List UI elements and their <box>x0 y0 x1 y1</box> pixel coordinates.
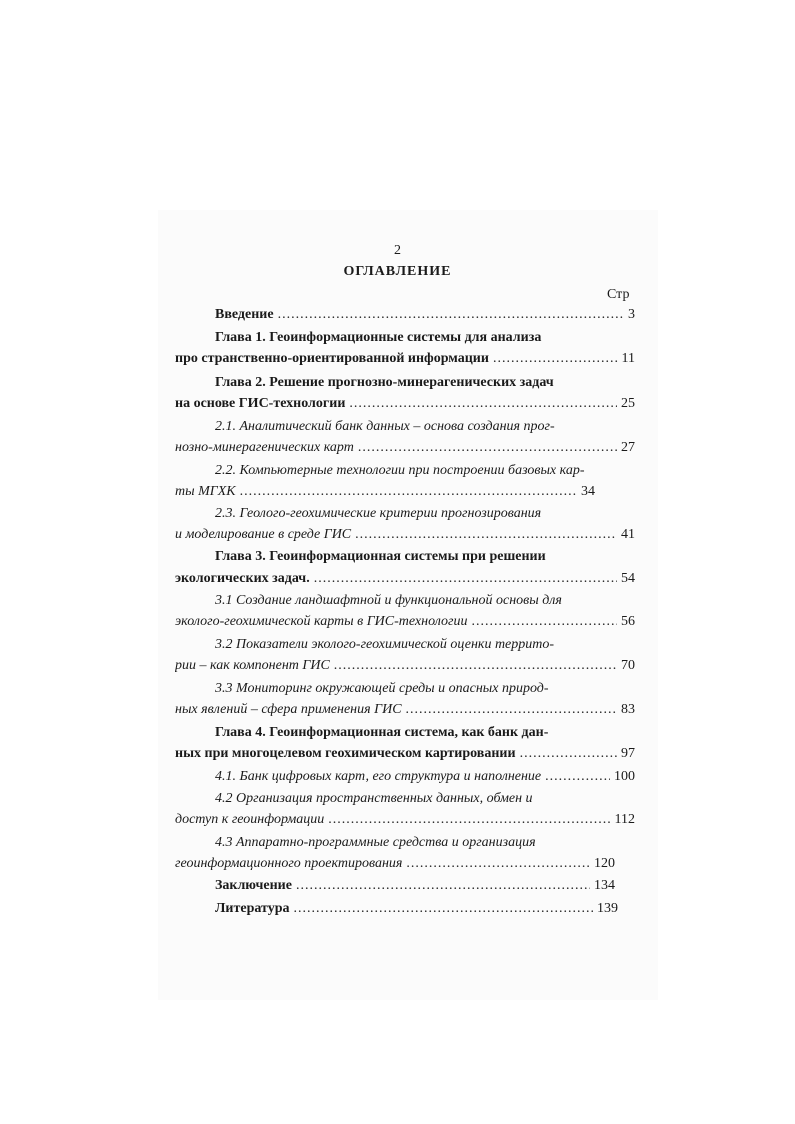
toc-entry-section-3-1[interactable] <box>175 613 635 631</box>
dot-leader <box>328 811 610 829</box>
toc-entry-chapter-3[interactable] <box>175 570 635 588</box>
dot-leader <box>493 350 618 368</box>
toc-entry-title: Глава 1. Геоинформационные системы для анализа <box>215 330 542 345</box>
toc-page-number: 134 <box>594 878 615 893</box>
toc-entry-section-2-1-line-1 <box>175 418 635 436</box>
dot-leader <box>296 877 590 895</box>
dot-leader <box>471 613 617 631</box>
toc-entry-section-4-2-line-1 <box>175 790 635 808</box>
dot-leader <box>334 657 617 675</box>
toc-entry-chapter-2[interactable] <box>175 395 635 413</box>
dot-leader <box>278 306 624 324</box>
toc-entry-title-continued: доступ к геоинформации <box>175 812 325 827</box>
toc-entry-title-continued: и моделирование в среде ГИС <box>175 527 352 542</box>
toc-entry-title-continued: экологических задач. <box>175 571 310 586</box>
toc-entry-title: Литература <box>215 901 290 916</box>
toc-entry-section-2-2[interactable] <box>175 483 595 501</box>
page-number: 2 <box>394 243 401 258</box>
toc-entry-chapter-4[interactable] <box>175 745 635 763</box>
toc-page-number: 120 <box>594 856 615 871</box>
dot-leader <box>520 745 617 763</box>
toc-page-number: 34 <box>581 484 595 499</box>
dot-leader <box>314 570 617 588</box>
toc-entry-title: Введение <box>215 307 274 322</box>
toc-entry-title: 3.3 Мониторинг окружающей среды и опасных природ- <box>215 681 549 696</box>
toc-page-number: 70 <box>621 658 635 673</box>
toc-entry-title: 2.2. Компьютерные технологии при построении базовых кар- <box>215 463 585 478</box>
toc-entry-section-4-1[interactable] <box>175 768 635 786</box>
toc-entry-section-3-3[interactable] <box>175 701 635 719</box>
toc-entry-title-continued: ных при многоцелевом геохимическом картировании <box>175 746 516 761</box>
toc-entry-chapter-3-line-1 <box>175 548 635 566</box>
toc-entry-title: Заключение <box>215 878 292 893</box>
dot-leader <box>240 483 577 501</box>
toc-entry-title: 4.3 Аппаратно-программные средства и организация <box>215 835 536 850</box>
dot-leader <box>294 900 594 918</box>
toc-page-number: 112 <box>614 812 635 827</box>
toc-entry-section-4-3-line-1 <box>175 834 635 852</box>
toc-entry-section-3-2[interactable] <box>175 657 635 675</box>
dot-leader <box>349 395 617 413</box>
toc-entry-introduction[interactable] <box>175 306 635 324</box>
dot-leader <box>355 526 617 544</box>
toc-entry-chapter-1-line-1 <box>175 329 635 347</box>
toc-page-number: 139 <box>597 901 618 916</box>
toc-entry-title-continued: ты МГХК <box>175 484 236 499</box>
dot-leader <box>406 855 590 873</box>
toc-entry-title: 4.2 Организация пространственных данных, обмен и <box>215 791 533 806</box>
toc-entry-section-3-2-line-1 <box>175 636 635 654</box>
toc-entry-section-4-2[interactable] <box>175 811 635 829</box>
toc-page-number: 97 <box>621 746 635 761</box>
toc-entry-title: 3.1 Создание ландшафтной и функциональной основы для <box>215 593 562 608</box>
toc-entry-section-2-3[interactable] <box>175 526 635 544</box>
toc-entry-title-continued: ных явлений – сфера применения ГИС <box>175 702 402 717</box>
toc-entry-title: 4.1. Банк цифровых карт, его структура и наполнение <box>215 769 542 784</box>
toc-page-number: 11 <box>621 351 635 366</box>
toc-page-number: 27 <box>621 440 635 455</box>
toc-page-number: 100 <box>614 769 635 784</box>
toc-entry-title-continued: про странственно-ориентированной информации <box>175 351 489 366</box>
toc-page-number: 3 <box>628 307 635 322</box>
toc-entry-title-continued: геоинформационного проектирования <box>175 856 403 871</box>
toc-page-number: 56 <box>621 614 635 629</box>
toc-entry-title: Глава 4. Геоинформационная система, как банк дан- <box>215 725 549 740</box>
toc-entry-title: 2.1. Аналитический банк данных – основа создания прог- <box>215 419 555 434</box>
dot-leader <box>545 768 610 786</box>
page-column-label: Стр <box>607 287 630 302</box>
toc-entry-references[interactable] <box>175 900 618 918</box>
toc-entry-title: Глава 3. Геоинформационная системы при решении <box>215 549 546 564</box>
toc-page-number: 25 <box>621 396 635 411</box>
page-title: ОГЛАВЛЕНИЕ <box>343 264 452 279</box>
toc-entry-title-continued: нозно-минерагенических карт <box>175 440 354 455</box>
toc-page-number: 83 <box>621 702 635 717</box>
toc-entry-title-continued: рии – как компонент ГИС <box>175 658 330 673</box>
toc-entry-chapter-4-line-1 <box>175 724 635 742</box>
dot-leader <box>358 439 617 457</box>
toc-page-number: 41 <box>621 527 635 542</box>
toc-page-number: 54 <box>621 571 635 586</box>
toc-entry-title: Глава 2. Решение прогнозно-минерагенических задач <box>215 375 554 390</box>
toc-entry-title-continued: эколого-геохимической карты в ГИС-технологии <box>175 614 468 629</box>
toc-entry-chapter-1[interactable] <box>175 350 635 368</box>
toc-entry-title: 2.3. Геолого-геохимические критерии прогнозирования <box>215 506 542 521</box>
toc-entry-chapter-2-line-1 <box>175 374 635 392</box>
toc-entry-title-continued: на основе ГИС-технологии <box>175 396 346 411</box>
toc-entry-section-2-1[interactable] <box>175 439 635 457</box>
toc-entry-title: 3.2 Показатели эколого-геохимической оценки террито- <box>215 637 555 652</box>
dot-leader <box>406 701 617 719</box>
toc-entry-section-3-3-line-1 <box>175 680 635 698</box>
toc-entry-section-2-3-line-1 <box>175 505 635 523</box>
toc-entry-conclusion[interactable] <box>175 877 615 895</box>
toc-entry-section-3-1-line-1 <box>175 592 635 610</box>
toc-entry-section-2-2-line-1 <box>175 462 635 480</box>
toc-entry-section-4-3[interactable] <box>175 855 615 873</box>
